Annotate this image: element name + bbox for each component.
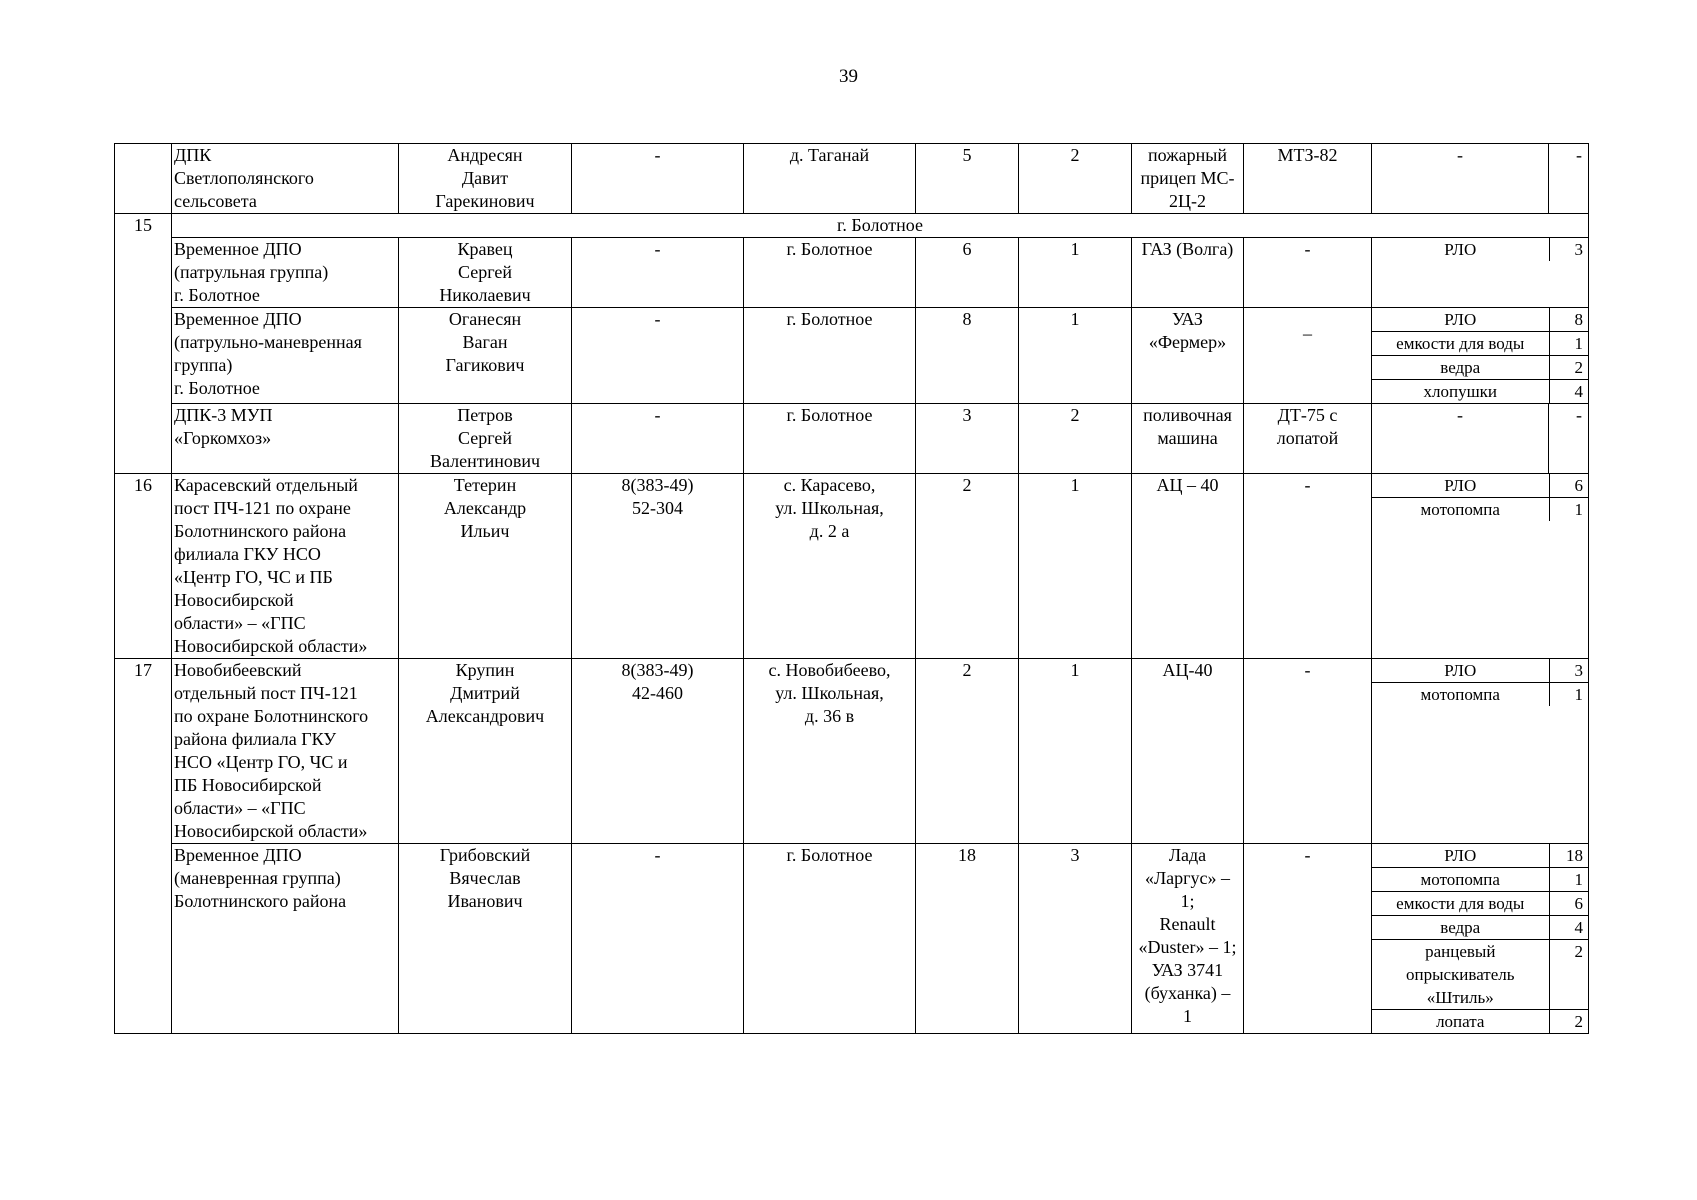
equipment-qty: 1 [1549,868,1589,892]
equipment-qty: 8 [1574,310,1583,329]
organization-name: Новобибеевский отдельный пост ПЧ-121 по охране Болотнинского района филиала ГКУ НСО «Центр ГО, ЧС и ПБ Новосибирской области» – «ГПС Новосибирской области» [172,659,399,844]
organization-name: ДПК Светлополянского сельсовета [172,144,399,214]
other-technique-value: _ [1303,317,1312,337]
table-row [115,844,1589,1034]
equipment-name: мотопомпа [1372,498,1549,522]
equipment-list [1372,844,1589,1034]
equipment-list [1372,238,1589,308]
table-row [115,238,1589,308]
head-name: Петров Сергей Валентинович [399,404,572,474]
equipment-row [1372,659,1589,683]
other-technique: - [1244,238,1372,308]
organization-name: Временное ДПО (патрульно-маневренная группа) г. Болотное [172,308,399,404]
equipment-name: РЛО [1372,238,1549,261]
vehicles: пожарный прицеп МС- 2Ц-2 [1132,144,1244,214]
organization-name: ДПК-3 МУП «Горкомхоз» [172,404,399,474]
other-technique: - [1244,844,1372,1034]
row-number: 17 [115,659,172,1034]
equipment-name: емкости для воды [1372,892,1549,916]
vehicles: Лада «Ларгус» – 1; Renault «Duster» – 1; УАЗ 3741 (буханка) – 1 [1132,844,1244,1034]
address: д. Таганай [744,144,916,214]
organization-name: Временное ДПО (патрульная группа) г. Болотное [172,238,399,308]
equipment-qty: 2 [1549,940,1589,1010]
equipment-table [1372,308,1589,403]
address: г. Болотное [744,238,916,308]
vehicles: поливочная машина [1132,404,1244,474]
equipment-name: мотопомпа [1372,868,1549,892]
equipment-qty: 6 [1574,476,1583,495]
equipment-qty: 1 [1549,332,1589,356]
equipment-row [1372,844,1589,868]
head-name: Тетерин Александр Ильич [399,474,572,659]
row-number: 16 [115,474,172,659]
phone: - [572,238,744,308]
address: г. Болотное [744,308,916,404]
equipment-name: РЛО [1372,659,1549,683]
row-number: 15 [115,214,172,474]
other-technique: - [1244,659,1372,844]
shift-count: 1 [1019,659,1132,844]
equipment-name: хлопушки [1372,380,1549,404]
head-name: Крупин Дмитрий Александрович [399,659,572,844]
phone: - [572,144,744,214]
equipment-list [1372,659,1589,844]
phone: 8(383-49) 42-460 [572,659,744,844]
vehicles: АЦ – 40 [1132,474,1244,659]
equipment-qty: 4 [1549,380,1589,404]
people-count: 18 [916,844,1019,1034]
shift-count: 1 [1019,308,1132,404]
phone: - [572,404,744,474]
head-name: Грибовский Вячеслав Иванович [399,844,572,1034]
vehicles: УАЗ «Фермер» [1132,308,1244,404]
equipment-qty: 3 [1574,661,1583,680]
head-name: Андресян Давит Гарекинович [399,144,572,214]
section-row [115,214,1589,238]
table-row [115,404,1589,474]
shift-count: 3 [1019,844,1132,1034]
phone: - [572,844,744,1034]
equipment-row [1372,683,1589,707]
equipment-name: ранцевый опрыскиватель «Штиль» [1372,940,1549,1010]
people-count: 2 [916,474,1019,659]
people-count: 2 [916,659,1019,844]
table-row [115,144,1589,214]
equipment-name: - [1372,144,1549,214]
shift-count: 2 [1019,144,1132,214]
equipment-table [1372,844,1589,1033]
equipment-row [1372,1010,1589,1034]
equipment-name: мотопомпа [1372,683,1549,707]
equipment-name: ведра [1372,916,1549,940]
equipment-row [1372,238,1589,261]
equipment-qty: 1 [1549,683,1589,707]
phone: 8(383-49) 52-304 [572,474,744,659]
equipment-row [1372,308,1589,332]
address: г. Болотное [744,844,916,1034]
other-technique: - [1244,474,1372,659]
row-number [115,144,172,214]
equipment-row [1372,892,1589,916]
address: с. Новобибеево, ул. Школьная, д. 36 в [744,659,916,844]
shift-count: 1 [1019,474,1132,659]
equipment-row [1372,940,1589,1010]
equipment-row [1372,332,1589,356]
address: с. Карасево, ул. Школьная, д. 2 а [744,474,916,659]
vehicles: ГАЗ (Волга) [1132,238,1244,308]
equipment-name: РЛО [1372,844,1549,868]
equipment-row [1372,356,1589,380]
page-number: 39 [839,66,858,87]
vehicles: АЦ-40 [1132,659,1244,844]
equipment-list [1372,308,1589,404]
address: г. Болотное [744,404,916,474]
equipment-name: лопата [1372,1010,1549,1034]
shift-count: 2 [1019,404,1132,474]
table-row [115,474,1589,659]
equipment-qty: 2 [1549,1010,1589,1034]
table-row [115,659,1589,844]
equipment-name: ведра [1372,356,1549,380]
people-count: 8 [916,308,1019,404]
equipment-row [1372,498,1589,522]
equipment-table [1372,474,1589,521]
other-technique: МТЗ-82 [1244,144,1372,214]
head-name: Кравец Сергей Николаевич [399,238,572,308]
other-technique: ДТ-75 с лопатой [1244,404,1372,474]
equipment-qty: 1 [1549,498,1589,522]
equipment-name: РЛО [1372,474,1549,498]
other-technique [1244,308,1372,404]
table-row [115,308,1589,404]
people-count: 6 [916,238,1019,308]
equipment-table [1372,659,1589,706]
equipment-row [1372,474,1589,498]
equipment-list [1372,474,1589,659]
phone: - [572,308,744,404]
equipment-row [1372,868,1589,892]
equipment-row [1372,380,1589,404]
section-title: г. Болотное [172,214,1589,238]
equipment-qty: 4 [1549,916,1589,940]
equipment-table [1372,238,1589,261]
equipment-row [1372,916,1589,940]
equipment-name: емкости для воды [1372,332,1549,356]
equipment-qty: - [1549,404,1589,474]
shift-count: 1 [1019,238,1132,308]
equipment-qty: - [1549,144,1589,214]
equipment-qty: 18 [1566,846,1583,865]
organization-name: Временное ДПО (маневренная группа) Болотнинского района [172,844,399,1034]
people-count: 3 [916,404,1019,474]
table-body [115,144,1589,1034]
organization-name: Карасевский отдельный пост ПЧ-121 по охране Болотнинского района филиала ГКУ НСО «Центр ГО, ЧС и ПБ Новосибирской области» – «ГПС Новосибирской области» [172,474,399,659]
equipment-qty: 6 [1549,892,1589,916]
equipment-name: - [1372,404,1549,474]
equipment-name: РЛО [1372,308,1549,332]
equipment-qty: 3 [1574,240,1583,259]
head-name: Оганесян Ваган Гагикович [399,308,572,404]
equipment-qty: 2 [1549,356,1589,380]
resources-table [114,143,1589,1034]
people-count: 5 [916,144,1019,214]
